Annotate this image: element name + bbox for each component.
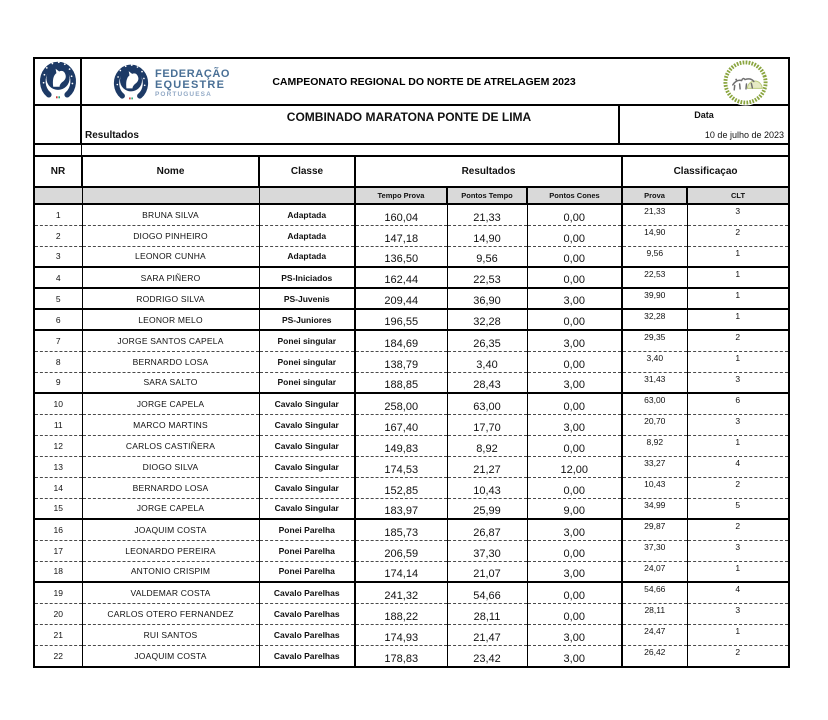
- pontos-tempo-cell: 3,40: [447, 351, 527, 372]
- prova-cell: 8,92: [622, 435, 687, 456]
- pontos-cones-cell: 0,00: [527, 435, 622, 456]
- column-header-resultados: Resultados: [355, 157, 622, 187]
- tempo-prova-cell: 149,83: [355, 435, 447, 456]
- nr-cell: 19: [35, 582, 82, 603]
- table-row: [35, 204, 788, 225]
- clt-cell: 2: [687, 330, 788, 351]
- pontos-cones-cell: 3,00: [527, 645, 622, 666]
- prova-cell: 10,43: [622, 477, 687, 498]
- tempo-prova-cell: 174,14: [355, 561, 447, 582]
- pontos-cones-cell: 0,00: [527, 246, 622, 267]
- prova-cell: 31,43: [622, 372, 687, 393]
- table-row: [35, 582, 788, 603]
- name-cell: LEONOR CUNHA: [82, 246, 259, 267]
- clt-cell: 3: [687, 414, 788, 435]
- tempo-prova-cell: 174,53: [355, 456, 447, 477]
- prova-cell: 54,66: [622, 582, 687, 603]
- name-cell: SARA SALTO: [82, 372, 259, 393]
- pontos-cones-cell: 3,00: [527, 624, 622, 645]
- column-header-row: [35, 157, 788, 187]
- pontos-tempo-cell: 14,90: [447, 225, 527, 246]
- prova-cell: 28,11: [622, 603, 687, 624]
- pontos-tempo-cell: 54,66: [447, 582, 527, 603]
- name-cell: JOAQUIM COSTA: [82, 519, 259, 540]
- table-row: [35, 393, 788, 414]
- prova-cell: 3,40: [622, 351, 687, 372]
- table-row: [35, 372, 788, 393]
- clt-cell: 1: [687, 435, 788, 456]
- pontos-tempo-cell: 26,87: [447, 519, 527, 540]
- spacer-left-cell: [35, 145, 82, 155]
- federation-name-line2: EQUESTRE: [155, 79, 226, 92]
- name-cell: JORGE CAPELA: [82, 393, 259, 414]
- class-cell: Cavalo Singular: [259, 477, 355, 498]
- name-cell: JOAQUIM COSTA: [82, 645, 259, 666]
- name-cell: DIOGO SILVA: [82, 456, 259, 477]
- subcolumn-header-tempo-prova: Tempo Prova: [355, 187, 447, 204]
- name-cell: BERNARDO LOSA: [82, 477, 259, 498]
- pontos-cones-cell: 3,00: [527, 414, 622, 435]
- nr-cell: 14: [35, 477, 82, 498]
- pontos-tempo-cell: 28,43: [447, 372, 527, 393]
- name-cell: ANTONIO CRISPIM: [82, 561, 259, 582]
- class-cell: Cavalo Singular: [259, 435, 355, 456]
- class-cell: Cavalo Parelhas: [259, 603, 355, 624]
- pontos-tempo-cell: 32,28: [447, 309, 527, 330]
- table-row: [35, 414, 788, 435]
- clt-cell: 3: [687, 204, 788, 225]
- prova-cell: 29,35: [622, 330, 687, 351]
- class-cell: Cavalo Parelhas: [259, 582, 355, 603]
- column-header-classe: Classe: [259, 157, 355, 187]
- tempo-prova-cell: 167,40: [355, 414, 447, 435]
- federation-name-line1: FEDERAÇÃO: [155, 68, 231, 81]
- clt-cell: 1: [687, 309, 788, 330]
- pontos-tempo-cell: 10,43: [447, 477, 527, 498]
- pontos-cones-cell: 0,00: [527, 204, 622, 225]
- pontos-tempo-cell: 36,90: [447, 288, 527, 309]
- column-header-classificacao: Classificaçao: [622, 157, 788, 187]
- nr-cell: 5: [35, 288, 82, 309]
- clt-cell: 4: [687, 456, 788, 477]
- name-cell: CARLOS OTERO FERNANDEZ: [82, 603, 259, 624]
- clt-cell: 3: [687, 540, 788, 561]
- clt-cell: 1: [687, 288, 788, 309]
- pontos-tempo-cell: 21,27: [447, 456, 527, 477]
- table-row: [35, 624, 788, 645]
- prova-cell: 34,99: [622, 498, 687, 519]
- column-header-nr: NR: [35, 157, 82, 187]
- name-cell: LEONOR MELO: [82, 309, 259, 330]
- class-cell: Ponei singular: [259, 372, 355, 393]
- nr-cell: 17: [35, 540, 82, 561]
- tempo-prova-cell: 184,69: [355, 330, 447, 351]
- table-row: [35, 309, 788, 330]
- pontos-cones-cell: 3,00: [527, 330, 622, 351]
- prova-cell: 24,47: [622, 624, 687, 645]
- name-cell: VALDEMAR COSTA: [82, 582, 259, 603]
- table-row: [35, 330, 788, 351]
- green-club-emblem-icon: [721, 58, 770, 112]
- pontos-tempo-cell: 63,00: [447, 393, 527, 414]
- pontos-cones-cell: 0,00: [527, 309, 622, 330]
- nr-cell: 1: [35, 204, 82, 225]
- table-row: [35, 435, 788, 456]
- class-cell: Ponei singular: [259, 330, 355, 351]
- class-cell: Cavalo Singular: [259, 498, 355, 519]
- class-cell: Adaptada: [259, 246, 355, 267]
- fep-horseshoe-logo-icon: [38, 59, 78, 105]
- nr-cell: 21: [35, 624, 82, 645]
- tempo-prova-cell: 162,44: [355, 267, 447, 288]
- class-cell: Cavalo Parelhas: [259, 624, 355, 645]
- nr-cell: 12: [35, 435, 82, 456]
- pontos-tempo-cell: 21,47: [447, 624, 527, 645]
- tempo-prova-cell: 160,04: [355, 204, 447, 225]
- clt-cell: 3: [687, 603, 788, 624]
- clt-cell: 6: [687, 393, 788, 414]
- name-cell: DIOGO PINHEIRO: [82, 225, 259, 246]
- nr-cell: 18: [35, 561, 82, 582]
- pontos-cones-cell: 0,00: [527, 603, 622, 624]
- clt-cell: 2: [687, 519, 788, 540]
- class-cell: PS-Iniciados: [259, 267, 355, 288]
- results-tbody: [35, 204, 788, 666]
- table-row: [35, 477, 788, 498]
- nr-cell: 8: [35, 351, 82, 372]
- tempo-prova-cell: 206,59: [355, 540, 447, 561]
- pontos-cones-cell: 9,00: [527, 498, 622, 519]
- pontos-cones-cell: 3,00: [527, 519, 622, 540]
- clt-cell: 2: [687, 225, 788, 246]
- prova-cell: 33,27: [622, 456, 687, 477]
- logo-header-row: [35, 59, 788, 106]
- subcolumn-header-prova: Prova: [622, 187, 687, 204]
- date-value: 10 de julho de 2023: [704, 130, 784, 140]
- prova-cell: 14,90: [622, 225, 687, 246]
- prova-cell: 22,53: [622, 267, 687, 288]
- pontos-tempo-cell: 22,53: [447, 267, 527, 288]
- title-cell: [82, 106, 620, 143]
- table-row: [35, 246, 788, 267]
- class-cell: Ponei Parelha: [259, 540, 355, 561]
- clt-cell: 2: [687, 477, 788, 498]
- date-label: Data: [694, 110, 714, 120]
- pontos-cones-cell: 0,00: [527, 540, 622, 561]
- prova-cell: 63,00: [622, 393, 687, 414]
- championship-title: CAMPEONATO REGIONAL DO NORTE DE ATRELAGEM 2023: [272, 75, 576, 88]
- tempo-prova-cell: 174,93: [355, 624, 447, 645]
- pontos-tempo-cell: 21,33: [447, 204, 527, 225]
- column-header-nome: Nome: [82, 157, 259, 187]
- pontos-tempo-cell: 9,56: [447, 246, 527, 267]
- nr-cell: 7: [35, 330, 82, 351]
- pontos-cones-cell: 3,00: [527, 561, 622, 582]
- pontos-tempo-cell: 23,42: [447, 645, 527, 666]
- subcolumn-header-row: [35, 187, 788, 204]
- title-row-left-cell: [35, 106, 82, 143]
- pontos-cones-cell: 0,00: [527, 267, 622, 288]
- federation-wordmark: [155, 69, 230, 99]
- nr-cell: 3: [35, 246, 82, 267]
- subcolumn-header-pontos-cones: Pontos Cones: [527, 187, 622, 204]
- tempo-prova-cell: 178,83: [355, 645, 447, 666]
- tempo-prova-cell: 185,73: [355, 519, 447, 540]
- pontos-tempo-cell: 25,99: [447, 498, 527, 519]
- clt-cell: 4: [687, 582, 788, 603]
- nr-cell: 2: [35, 225, 82, 246]
- prova-cell: 39,90: [622, 288, 687, 309]
- table-row: [35, 498, 788, 519]
- pontos-tempo-cell: 26,35: [447, 330, 527, 351]
- class-cell: Adaptada: [259, 204, 355, 225]
- prova-cell: 29,87: [622, 519, 687, 540]
- name-cell: LEONARDO PEREIRA: [82, 540, 259, 561]
- fep-horseshoe-logo-icon: [112, 62, 150, 106]
- class-cell: PS-Juvenis: [259, 288, 355, 309]
- nr-cell: 11: [35, 414, 82, 435]
- clt-cell: 1: [687, 351, 788, 372]
- nr-cell: 4: [35, 267, 82, 288]
- pontos-cones-cell: 3,00: [527, 288, 622, 309]
- pontos-tempo-cell: 37,30: [447, 540, 527, 561]
- subheader-empty-classe: [259, 187, 355, 204]
- pontos-cones-cell: 0,00: [527, 582, 622, 603]
- pontos-cones-cell: 3,00: [527, 372, 622, 393]
- prova-cell: 32,28: [622, 309, 687, 330]
- spacer-rest-cell: [82, 145, 788, 155]
- prova-cell: 21,33: [622, 204, 687, 225]
- pontos-cones-cell: 0,00: [527, 393, 622, 414]
- federation-name-line3: PORTUGUESA: [155, 91, 212, 99]
- tempo-prova-cell: 258,00: [355, 393, 447, 414]
- results-table: [35, 157, 788, 666]
- page-subtitle: Resultados: [85, 130, 139, 141]
- class-cell: Adaptada: [259, 225, 355, 246]
- tempo-prova-cell: 188,85: [355, 372, 447, 393]
- tempo-prova-cell: 136,50: [355, 246, 447, 267]
- table-row: [35, 225, 788, 246]
- name-cell: JORGE CAPELA: [82, 498, 259, 519]
- prova-cell: 24,07: [622, 561, 687, 582]
- pontos-cones-cell: 0,00: [527, 225, 622, 246]
- pontos-cones-cell: 0,00: [527, 477, 622, 498]
- class-cell: Ponei singular: [259, 351, 355, 372]
- tempo-prova-cell: 152,85: [355, 477, 447, 498]
- clt-cell: 5: [687, 498, 788, 519]
- name-cell: RUI SANTOS: [82, 624, 259, 645]
- table-row: [35, 645, 788, 666]
- tempo-prova-cell: 147,18: [355, 225, 447, 246]
- clt-cell: 1: [687, 246, 788, 267]
- pontos-tempo-cell: 21,07: [447, 561, 527, 582]
- pontos-tempo-cell: 17,70: [447, 414, 527, 435]
- pontos-tempo-cell: 8,92: [447, 435, 527, 456]
- results-sheet: [33, 57, 790, 668]
- prova-cell: 9,56: [622, 246, 687, 267]
- subheader-empty-nr: [35, 187, 82, 204]
- name-cell: CARLOS CASTIÑERA: [82, 435, 259, 456]
- page-title: COMBINADO MARATONA PONTE DE LIMA: [286, 110, 532, 124]
- nr-cell: 20: [35, 603, 82, 624]
- name-cell: SARA PIÑERO: [82, 267, 259, 288]
- table-row: [35, 267, 788, 288]
- nr-cell: 9: [35, 372, 82, 393]
- table-row: [35, 351, 788, 372]
- tempo-prova-cell: 196,55: [355, 309, 447, 330]
- federation-header-cell: [82, 59, 788, 104]
- pontos-tempo-cell: 28,11: [447, 603, 527, 624]
- table-row: [35, 561, 788, 582]
- class-cell: Cavalo Singular: [259, 456, 355, 477]
- name-cell: RODRIGO SILVA: [82, 288, 259, 309]
- subheader-empty-nome: [82, 187, 259, 204]
- spacer-row: [35, 145, 788, 157]
- date-cell: [620, 106, 788, 143]
- subcolumn-header-pontos-tempo: Pontos Tempo: [447, 187, 527, 204]
- nr-cell: 16: [35, 519, 82, 540]
- tempo-prova-cell: 183,97: [355, 498, 447, 519]
- clt-cell: 3: [687, 372, 788, 393]
- tempo-prova-cell: 138,79: [355, 351, 447, 372]
- prova-cell: 37,30: [622, 540, 687, 561]
- class-cell: Ponei Parelha: [259, 519, 355, 540]
- corner-logo-cell: [35, 59, 82, 104]
- clt-cell: 1: [687, 624, 788, 645]
- table-row: [35, 603, 788, 624]
- clt-cell: 1: [687, 267, 788, 288]
- name-cell: JORGE SANTOS CAPELA: [82, 330, 259, 351]
- class-cell: Cavalo Singular: [259, 414, 355, 435]
- table-row: [35, 540, 788, 561]
- subcolumn-header-clt: CLT: [687, 187, 788, 204]
- nr-cell: 13: [35, 456, 82, 477]
- clt-cell: 2: [687, 645, 788, 666]
- prova-cell: 26,42: [622, 645, 687, 666]
- prova-cell: 20,70: [622, 414, 687, 435]
- pontos-cones-cell: 0,00: [527, 351, 622, 372]
- name-cell: MARCO MARTINS: [82, 414, 259, 435]
- tempo-prova-cell: 209,44: [355, 288, 447, 309]
- nr-cell: 10: [35, 393, 82, 414]
- tempo-prova-cell: 241,32: [355, 582, 447, 603]
- class-cell: Cavalo Singular: [259, 393, 355, 414]
- table-row: [35, 456, 788, 477]
- nr-cell: 22: [53, 650, 63, 661]
- table-row: [35, 519, 788, 540]
- class-cell: PS-Juniores: [259, 309, 355, 330]
- federation-block: [112, 62, 230, 106]
- table-row: [35, 288, 788, 309]
- class-cell: Cavalo Parelhas: [259, 645, 355, 666]
- name-cell: BERNARDO LOSA: [82, 351, 259, 372]
- pontos-cones-cell: 12,00: [527, 456, 622, 477]
- name-cell: BRUNA SILVA: [82, 204, 259, 225]
- class-cell: Ponei Parelha: [259, 561, 355, 582]
- clt-cell: 1: [687, 561, 788, 582]
- title-row: [35, 106, 788, 145]
- nr-cell: 6: [35, 309, 82, 330]
- nr-cell: 15: [35, 498, 82, 519]
- tempo-prova-cell: 188,22: [355, 603, 447, 624]
